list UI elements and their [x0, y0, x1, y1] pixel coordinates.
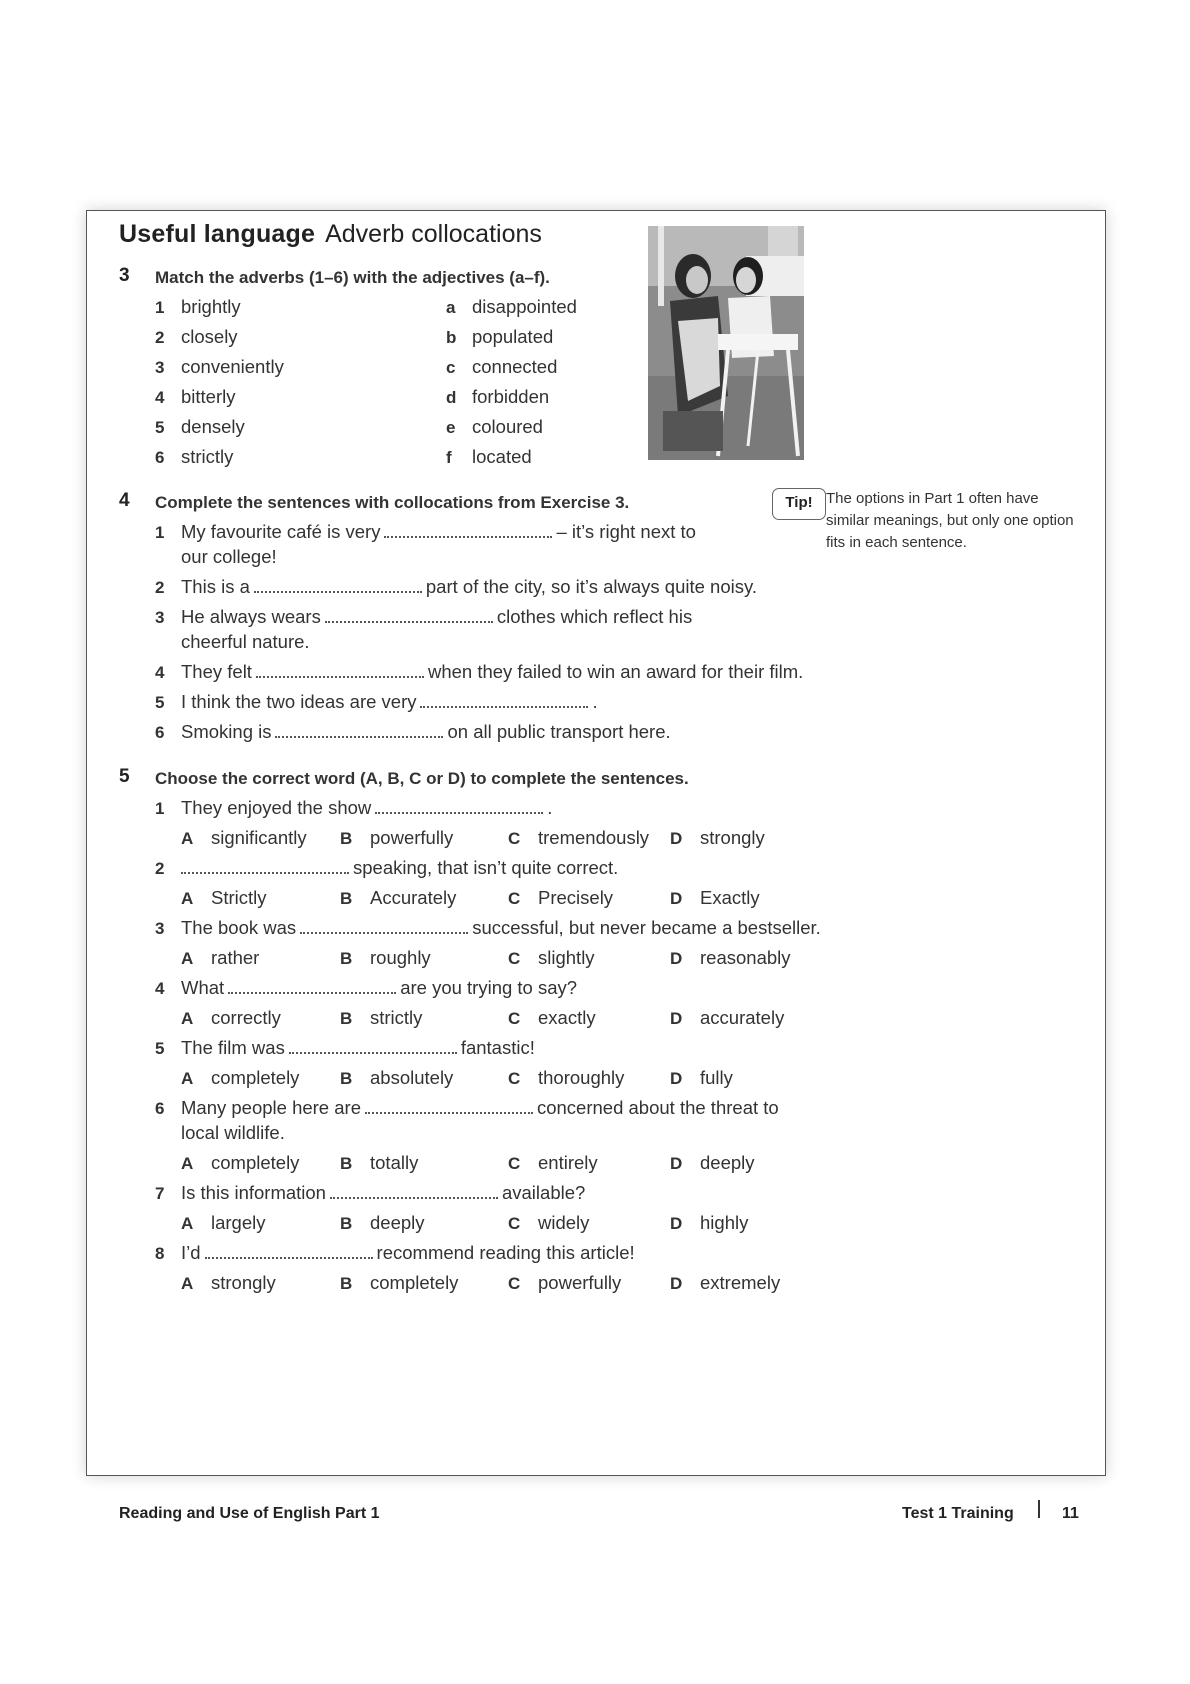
ex5-question	[155, 1097, 779, 1119]
adjective: populated	[472, 326, 554, 347]
option-b[interactable]	[340, 1152, 418, 1174]
section-title	[119, 220, 542, 249]
answer-gap[interactable]	[228, 986, 396, 994]
item-number: 5	[155, 418, 165, 437]
ex4-sentence	[155, 661, 803, 683]
option-letter: A	[181, 1009, 194, 1028]
ex3-left-item	[155, 356, 284, 378]
option-text: completely	[370, 1272, 459, 1293]
question-start: Many people here are	[181, 1097, 361, 1118]
option-c[interactable]	[508, 947, 595, 969]
option-text: extremely	[700, 1272, 781, 1293]
option-letter: A	[181, 1069, 194, 1088]
sentence-start: Smoking is	[181, 721, 272, 742]
option-letter: D	[670, 889, 683, 908]
option-letter: D	[670, 1069, 683, 1088]
item-number: 4	[155, 663, 165, 682]
sentence-start: He always wears	[181, 606, 321, 627]
option-text: exactly	[538, 1007, 596, 1028]
option-letter: D	[670, 949, 683, 968]
option-a[interactable]	[181, 947, 259, 969]
option-text: highly	[700, 1212, 749, 1233]
photo-illustration-icon	[648, 226, 804, 460]
option-letter: B	[340, 1214, 353, 1233]
ex5-question	[155, 917, 821, 939]
item-number: 6	[155, 723, 165, 742]
option-b[interactable]	[340, 1272, 458, 1294]
ex5-question	[155, 977, 577, 999]
option-letter: C	[508, 949, 521, 968]
option-d[interactable]	[670, 887, 760, 909]
ex3-left-item	[155, 386, 236, 408]
ex3-left-item	[155, 296, 241, 318]
option-a[interactable]	[181, 1152, 299, 1174]
ex3-right-item	[446, 356, 557, 378]
ex4-sentence	[155, 606, 692, 628]
question-end: speaking, that isn’t quite correct.	[353, 857, 619, 878]
item-number: 2	[155, 859, 165, 878]
answer-gap[interactable]	[256, 670, 424, 678]
option-letter: C	[508, 1009, 521, 1028]
item-number: 1	[155, 799, 165, 818]
ex5-question	[155, 1242, 635, 1264]
ex5-question	[155, 797, 552, 819]
question-end: are you trying to say?	[400, 977, 578, 998]
item-number: 2	[155, 578, 165, 597]
option-letter: C	[508, 829, 521, 848]
option-c[interactable]	[508, 1212, 589, 1234]
question-start: They enjoyed the show	[181, 797, 372, 818]
exercise-4-instruction: Complete the sentences with collocations from Exercise 3.	[155, 493, 630, 512]
item-letter: f	[446, 448, 452, 467]
item-number: 1	[155, 298, 165, 317]
option-letter: C	[508, 1274, 521, 1293]
item-letter: a	[446, 298, 456, 317]
ex3-right-item	[446, 296, 577, 318]
option-text: roughly	[370, 947, 431, 968]
answer-gap[interactable]	[289, 1046, 457, 1054]
exercise-5-number: 5	[119, 766, 130, 787]
option-letter: A	[181, 889, 194, 908]
exercise-5-instruction: Choose the correct word (A, B, C or D) to complete the sentences.	[155, 769, 689, 788]
sentence-end: clothes which reflect his	[496, 606, 693, 627]
answer-gap[interactable]	[275, 730, 443, 738]
ex5-question	[155, 1037, 535, 1059]
footer-divider	[1038, 1500, 1040, 1518]
adverb: brightly	[181, 296, 241, 317]
question-start: What	[181, 977, 225, 998]
option-text: totally	[370, 1152, 419, 1173]
option-letter: C	[508, 1214, 521, 1233]
option-letter: B	[340, 1274, 353, 1293]
option-c[interactable]	[508, 827, 649, 849]
option-letter: B	[340, 889, 353, 908]
option-text: strongly	[211, 1272, 276, 1293]
option-letter: A	[181, 1154, 194, 1173]
option-c[interactable]	[508, 887, 613, 909]
tip-badge: Tip!	[772, 488, 826, 520]
ex4-sentence	[155, 576, 757, 598]
tip-text: The options in Part 1 often have similar meanings, but only one option fits in each sentence.	[826, 490, 1074, 551]
option-c[interactable]	[508, 1067, 624, 1089]
option-a[interactable]	[181, 887, 267, 909]
question-end: concerned about the threat to	[536, 1097, 779, 1118]
ex3-left-item	[155, 326, 238, 348]
option-letter: A	[181, 1274, 194, 1293]
page-number: 11	[1062, 1505, 1079, 1522]
answer-gap[interactable]	[254, 585, 422, 593]
title-bold: Useful language	[119, 220, 316, 248]
exercise-3-number: 3	[119, 265, 130, 286]
question-start: Is this information	[181, 1182, 326, 1203]
option-text: widely	[538, 1212, 590, 1233]
ex5-question	[155, 1182, 585, 1204]
option-b[interactable]	[340, 1067, 453, 1089]
item-number: 5	[155, 1039, 165, 1058]
ex4-sentence-continuation: our college!	[181, 546, 277, 567]
option-letter: A	[181, 829, 194, 848]
option-d[interactable]	[670, 1152, 755, 1174]
ex3-right-item	[446, 386, 549, 408]
option-b[interactable]	[340, 1212, 425, 1234]
ex5-question	[155, 857, 618, 879]
option-d[interactable]	[670, 1272, 780, 1294]
adverb: conveniently	[181, 356, 284, 377]
question-start: I’d	[181, 1242, 201, 1263]
option-text: tremendously	[538, 827, 650, 848]
answer-gap[interactable]	[365, 1106, 533, 1114]
option-letter: C	[508, 889, 521, 908]
option-text: powerfully	[538, 1272, 622, 1293]
question-end: .	[547, 797, 553, 818]
option-text: thoroughly	[538, 1067, 625, 1088]
option-a[interactable]	[181, 1212, 266, 1234]
question-end: recommend reading this article!	[376, 1242, 635, 1263]
sentence-start: They felt	[181, 661, 252, 682]
question-start: The book was	[181, 917, 297, 938]
item-number: 6	[155, 1099, 165, 1118]
ex3-right-item	[446, 446, 532, 468]
option-letter: D	[670, 1154, 683, 1173]
option-text: rather	[211, 947, 260, 968]
item-number: 4	[155, 388, 165, 407]
option-letter: B	[340, 949, 353, 968]
option-letter: D	[670, 1274, 683, 1293]
adjective: coloured	[472, 416, 543, 437]
option-d[interactable]	[670, 1007, 784, 1029]
option-letter: A	[181, 949, 194, 968]
option-text: deeply	[700, 1152, 755, 1173]
question-end: successful, but never became a bestseller.	[472, 917, 821, 938]
option-b[interactable]	[340, 887, 456, 909]
sentence-end: on all public transport here.	[447, 721, 671, 742]
question-end: fantastic!	[460, 1037, 535, 1058]
item-number: 4	[155, 979, 165, 998]
ex4-sentence	[155, 521, 696, 543]
adverb: densely	[181, 416, 245, 437]
option-a[interactable]	[181, 1272, 276, 1294]
answer-gap[interactable]	[330, 1191, 498, 1199]
ex4-sentence	[155, 721, 671, 743]
adjective: connected	[472, 356, 558, 377]
sentence-start: My favourite café is very	[181, 521, 381, 542]
option-letter: C	[508, 1154, 521, 1173]
option-b[interactable]	[340, 827, 453, 849]
option-a[interactable]	[181, 827, 307, 849]
option-text: completely	[211, 1152, 300, 1173]
option-text: strongly	[700, 827, 765, 848]
title-light: Adverb collocations	[325, 220, 542, 248]
answer-gap[interactable]	[300, 926, 468, 934]
option-letter: D	[670, 1214, 683, 1233]
option-letter: D	[670, 1009, 683, 1028]
item-letter: b	[446, 328, 457, 347]
ex4-sentence-continuation: cheerful nature.	[181, 631, 310, 652]
option-text: Accurately	[370, 887, 457, 908]
option-text: significantly	[211, 827, 307, 848]
answer-gap[interactable]	[181, 866, 349, 874]
option-letter: B	[340, 1009, 353, 1028]
option-d[interactable]	[670, 827, 765, 849]
adverb: bitterly	[181, 386, 236, 407]
ex3-right-item	[446, 326, 553, 348]
option-text: Exactly	[700, 887, 760, 908]
option-text: accurately	[700, 1007, 785, 1028]
item-number: 3	[155, 358, 165, 377]
option-text: absolutely	[370, 1067, 454, 1088]
option-letter: A	[181, 1214, 194, 1233]
answer-gap[interactable]	[375, 806, 543, 814]
item-number: 3	[155, 919, 165, 938]
option-text: strictly	[370, 1007, 423, 1028]
option-text: largely	[211, 1212, 266, 1233]
option-c[interactable]	[508, 1272, 621, 1294]
sentence-end: – it’s right next to	[556, 521, 696, 542]
option-text: completely	[211, 1067, 300, 1088]
option-letter: D	[670, 829, 683, 848]
item-number: 5	[155, 693, 165, 712]
adverb: closely	[181, 326, 238, 347]
footer-test-label: Test 1 Training	[902, 1505, 1014, 1522]
question-end: available?	[501, 1182, 586, 1203]
answer-gap[interactable]	[325, 615, 493, 623]
exercise-3-instruction: Match the adverbs (1–6) with the adjectives (a–f).	[155, 268, 550, 287]
answer-gap[interactable]	[420, 700, 588, 708]
ex5-question-continuation: local wildlife.	[181, 1122, 285, 1143]
option-text: Strictly	[211, 887, 267, 908]
sentence-end: when they failed to win an award for their film.	[427, 661, 804, 682]
option-letter: C	[508, 1069, 521, 1088]
sentence-end: part of the city, so it’s always quite noisy.	[425, 576, 757, 597]
answer-gap[interactable]	[384, 530, 552, 538]
option-a[interactable]	[181, 1067, 299, 1089]
item-number: 7	[155, 1184, 165, 1203]
ex3-left-item	[155, 446, 233, 468]
ex3-left-item	[155, 416, 245, 438]
option-text: reasonably	[700, 947, 791, 968]
option-letter: B	[340, 829, 353, 848]
option-b[interactable]	[340, 947, 431, 969]
option-text: entirely	[538, 1152, 598, 1173]
option-c[interactable]	[508, 1152, 598, 1174]
option-text: slightly	[538, 947, 595, 968]
option-letter: B	[340, 1154, 353, 1173]
ex3-right-item	[446, 416, 543, 438]
option-text: fully	[700, 1067, 733, 1088]
adjective: located	[472, 446, 532, 467]
item-number: 8	[155, 1244, 165, 1263]
option-b[interactable]	[340, 1007, 422, 1029]
option-a[interactable]	[181, 1007, 281, 1029]
option-text: correctly	[211, 1007, 281, 1028]
item-letter: d	[446, 388, 457, 407]
item-number: 2	[155, 328, 165, 347]
item-number: 1	[155, 523, 165, 542]
option-letter: B	[340, 1069, 353, 1088]
option-d[interactable]	[670, 1067, 733, 1089]
cafe-photo	[648, 226, 804, 460]
item-number: 3	[155, 608, 165, 627]
item-number: 6	[155, 448, 165, 467]
item-letter: c	[446, 358, 456, 377]
sentence-start: This is a	[181, 576, 250, 597]
ex4-sentence	[155, 691, 598, 713]
option-d[interactable]	[670, 1212, 748, 1234]
option-d[interactable]	[670, 947, 791, 969]
option-text: deeply	[370, 1212, 425, 1233]
sentence-start: I think the two ideas are very	[181, 691, 417, 712]
item-letter: e	[446, 418, 456, 437]
answer-gap[interactable]	[205, 1251, 373, 1259]
footer-section-label: Reading and Use of English Part 1	[119, 1505, 380, 1522]
exercise-4-number: 4	[119, 490, 130, 511]
option-c[interactable]	[508, 1007, 596, 1029]
option-text: powerfully	[370, 827, 454, 848]
sentence-end: .	[592, 691, 598, 712]
question-start: The film was	[181, 1037, 285, 1058]
option-text: Precisely	[538, 887, 614, 908]
adjective: disappointed	[472, 296, 577, 317]
adjective: forbidden	[472, 386, 550, 407]
adverb: strictly	[181, 446, 234, 467]
